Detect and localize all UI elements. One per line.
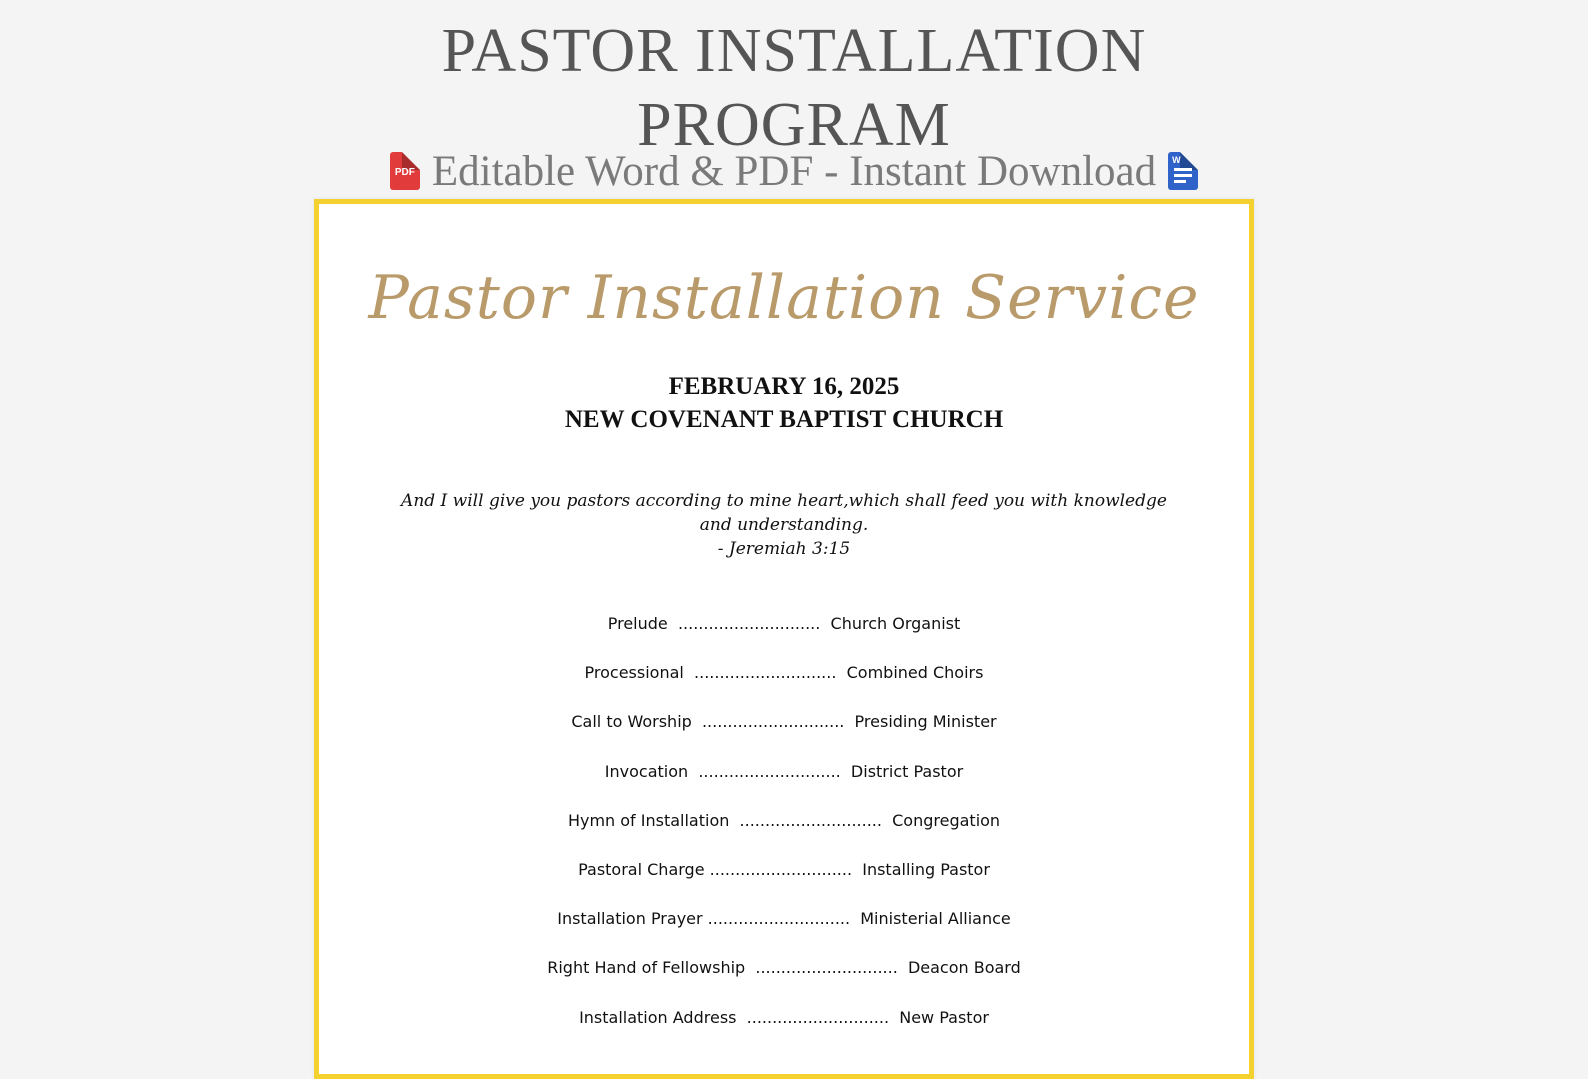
- program-row: [319, 614, 1249, 663]
- doc-line: [1174, 174, 1192, 177]
- program-leader-dots: ............................: [746, 1007, 890, 1027]
- program-item: Pastoral Charge: [578, 859, 705, 879]
- program-role: Ministerial Alliance: [860, 909, 1011, 929]
- program-role: Combined Choirs: [846, 663, 984, 683]
- program-leader-dots: ............................: [709, 859, 853, 879]
- program-row: [319, 762, 1249, 811]
- program-item: Invocation: [604, 761, 689, 781]
- program-leader-dots: ............................: [707, 909, 851, 929]
- program-item: Right Hand of Fellowship: [547, 958, 746, 978]
- word-icon-label: W: [1172, 155, 1181, 165]
- program-item: Prelude: [607, 614, 668, 633]
- program-row: [319, 1008, 1249, 1057]
- banner-subtitle-row: [0, 146, 1588, 196]
- program-leader-dots: ............................: [698, 761, 841, 781]
- program-list: [319, 614, 1249, 1057]
- program-item: Installation Prayer: [557, 909, 703, 929]
- program-leader-dots: ............................: [755, 958, 898, 978]
- program-role: Congregation: [892, 810, 1001, 830]
- program-leader-dots: ............................: [701, 712, 845, 732]
- verse-text: And I will give you pastors according to mine heart,which shall feed you with knowledge and understanding.: [401, 491, 1167, 535]
- program-role: New Pastor: [899, 1007, 989, 1027]
- pdf-file-icon: [390, 152, 420, 190]
- banner-title-line2: PROGRAM: [637, 91, 951, 159]
- program-row: [319, 958, 1249, 1007]
- doc-line: [1174, 168, 1192, 171]
- script-title: Pastor Installation Service: [368, 263, 1200, 333]
- program-role: Deacon Board: [907, 958, 1021, 978]
- program-item: Installation Address: [579, 1007, 737, 1027]
- program-sheet: [314, 199, 1254, 1079]
- program-item: Processional: [584, 663, 684, 683]
- program-row: [319, 663, 1249, 712]
- banner-title-line1: PASTOR INSTALLATION: [441, 17, 1147, 85]
- verse-reference: - Jeremiah 3:15: [717, 539, 851, 559]
- program-role: Presiding Minister: [854, 712, 997, 732]
- banner-subtitle: Editable Word & PDF - Instant Download: [431, 147, 1157, 195]
- program-role: District Pastor: [850, 761, 964, 781]
- word-doc-icon: [1168, 152, 1198, 190]
- church-name: NEW COVENANT BAPTIST CHURCH: [564, 406, 1004, 433]
- program-leader-dots: ............................: [739, 810, 882, 830]
- doc-line: [1174, 180, 1186, 183]
- program-leader-dots: ............................: [677, 614, 821, 633]
- program-leader-dots: ............................: [694, 663, 837, 683]
- program-item: Hymn of Installation: [567, 810, 730, 830]
- program-role: Church Organist: [830, 614, 961, 633]
- service-date: FEBRUARY 16, 2025: [668, 373, 900, 400]
- program-row: [319, 811, 1249, 860]
- program-row: [319, 712, 1249, 761]
- program-row: [319, 860, 1249, 909]
- pdf-icon-label: PDF: [394, 167, 415, 178]
- scripture-verse: [389, 489, 1179, 561]
- program-row: [319, 909, 1249, 958]
- program-role: Installing Pastor: [862, 859, 990, 879]
- program-item: Call to Worship: [571, 712, 692, 732]
